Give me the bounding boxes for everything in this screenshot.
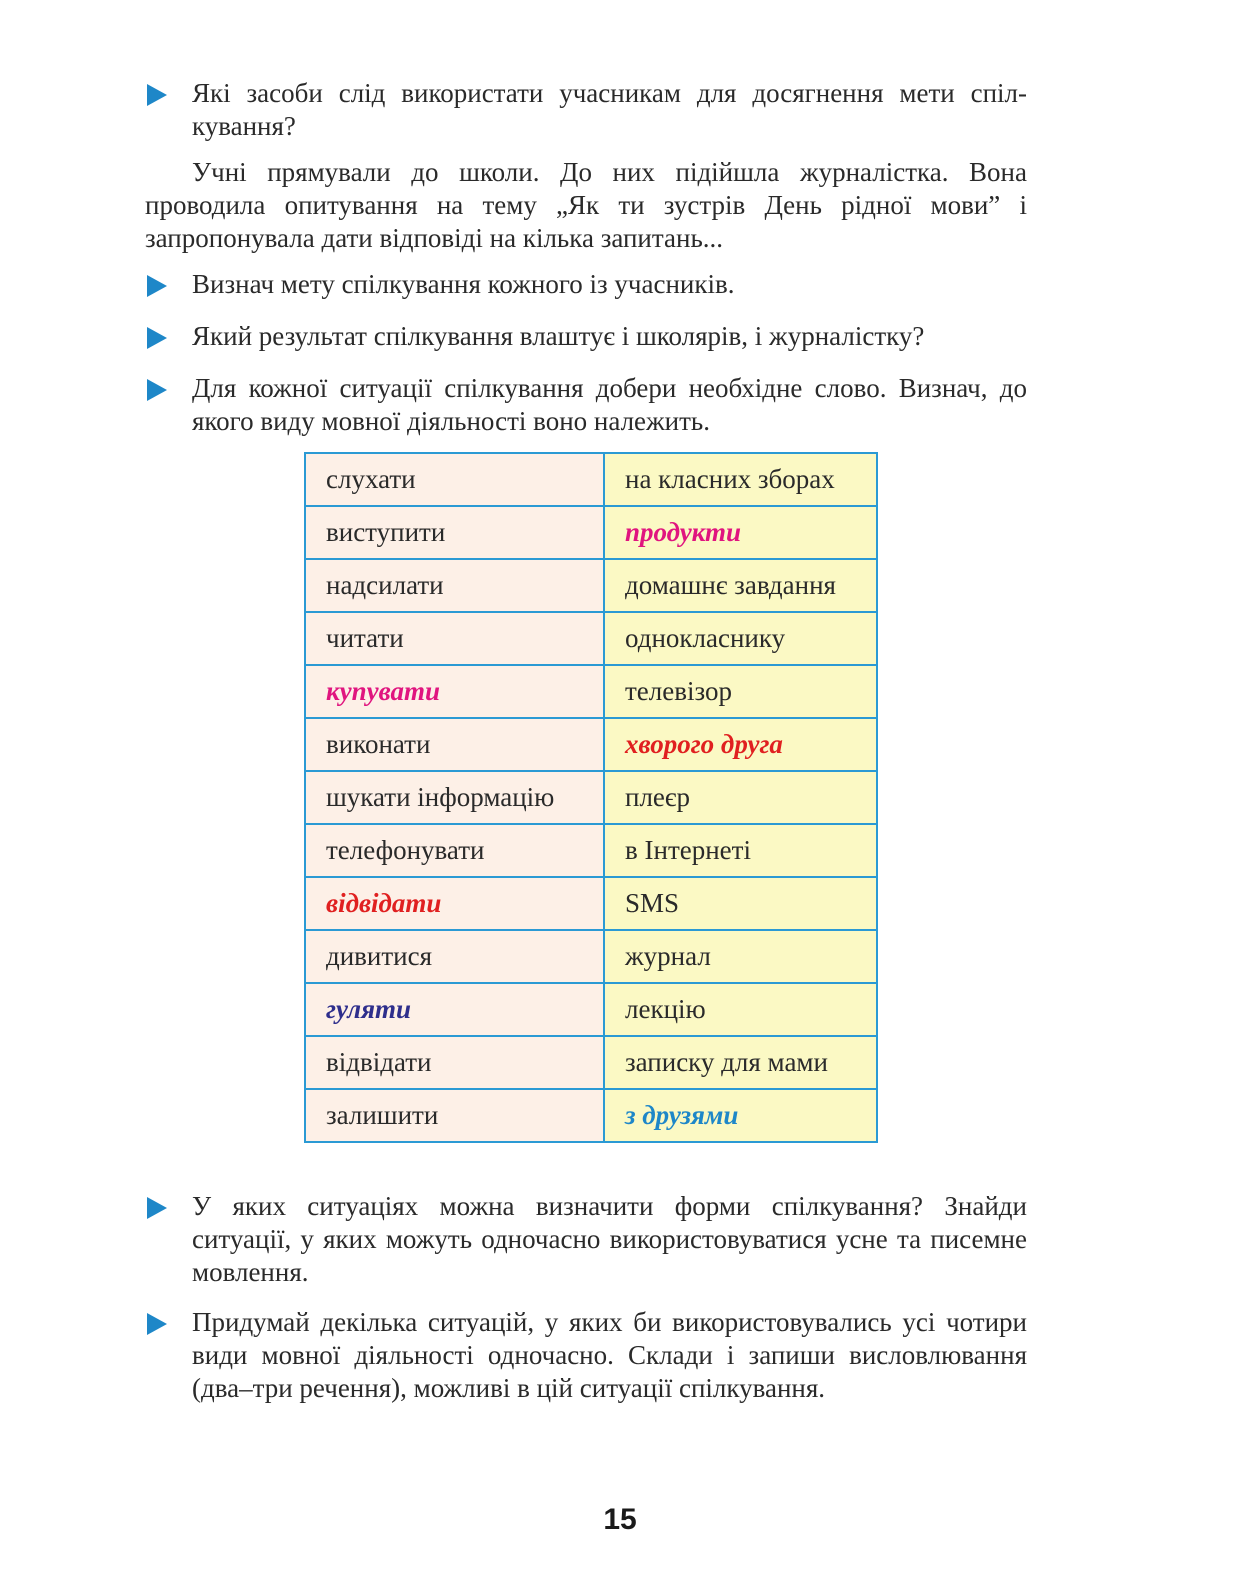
table-cell-verb: купувати: [305, 665, 604, 718]
table-cell-verb: читати: [305, 612, 604, 665]
question-6: [147, 1306, 1027, 1405]
table-cell-verb: шукати інформацію: [305, 771, 604, 824]
table-row: [305, 771, 877, 824]
table-row: [305, 824, 877, 877]
question-1: [147, 77, 1027, 143]
page-number: 15: [603, 1503, 637, 1536]
table-row: [305, 1036, 877, 1089]
table-row: [305, 983, 877, 1036]
table-cell-object: телевізор: [604, 665, 877, 718]
word-matching-table: [304, 452, 878, 1143]
table-cell-verb: залишити: [305, 1089, 604, 1142]
intro-paragraph: Учні прямували до школи. До них підійшла журналістка. Вона проводила опитування на тему „Як ти зустрів День рідної мови” і запропонувала дати відповіді на кілька запитань...: [145, 157, 1027, 253]
table-cell-verb: слухати: [305, 453, 604, 506]
table-cell-object: в Інтернеті: [604, 824, 877, 877]
triangle-bullet-icon: [147, 1197, 167, 1219]
table-cell-object: SMS: [604, 877, 877, 930]
table-cell-object: з друзями: [604, 1089, 877, 1142]
table-row: [305, 453, 877, 506]
table-cell-object: лекцію: [604, 983, 877, 1036]
table-cell-verb: виступити: [305, 506, 604, 559]
question-5-text: У яких ситуаціях можна визначити форми спілкування? Знайди ситуації, у яких можуть одночасно використовуватися усне та писемне мовлення.: [192, 1191, 1027, 1287]
table-row: [305, 1089, 877, 1142]
table-cell-verb: гуляти: [305, 983, 604, 1036]
question-3: [147, 320, 1027, 353]
table-row: [305, 559, 877, 612]
table-cell-object: записку для мами: [604, 1036, 877, 1089]
question-4-text: Для кожної ситуації спілкування добери необхідне слово. Визнач, до якого виду мовної діяльності воно належить.: [192, 373, 1027, 436]
triangle-bullet-icon: [147, 327, 167, 349]
table-cell-verb: виконати: [305, 718, 604, 771]
question-5: [147, 1190, 1027, 1289]
question-6-text: Придумай декілька ситуацій, у яких би використовувались усі чотири види мовної діяльності одночасно. Склади і запиши висловлювання (два–три речення), можливі в цій ситуації спілкування.: [192, 1307, 1027, 1403]
triangle-bullet-icon: [147, 1313, 167, 1335]
table-cell-object: продукти: [604, 506, 877, 559]
table-cell-object: журнал: [604, 930, 877, 983]
question-2-text: Визнач мету спілкування кожного із учасників.: [192, 269, 735, 299]
table-cell-object: однокласнику: [604, 612, 877, 665]
table-row: [305, 718, 877, 771]
table-cell-object: хворого друга: [604, 718, 877, 771]
table-row: [305, 665, 877, 718]
table-cell-verb: відвідати: [305, 877, 604, 930]
table-row: [305, 506, 877, 559]
question-3-text: Який результат спілкування влаштує і школярів, і журналістку?: [192, 321, 925, 351]
table-row: [305, 877, 877, 930]
table-cell-verb: телефонувати: [305, 824, 604, 877]
table-cell-object: домашнє завдання: [604, 559, 877, 612]
question-2: [147, 268, 1027, 301]
table-row: [305, 612, 877, 665]
table-row: [305, 930, 877, 983]
table-cell-object: плеєр: [604, 771, 877, 824]
table-cell-verb: надсилати: [305, 559, 604, 612]
table-cell-verb: відвідати: [305, 1036, 604, 1089]
table-cell-object: на класних зборах: [604, 453, 877, 506]
triangle-bullet-icon: [147, 84, 167, 106]
triangle-bullet-icon: [147, 275, 167, 297]
question-1-text: Які засоби слід використати учасникам для досягнення мети спіл-кування?: [192, 78, 1027, 141]
triangle-bullet-icon: [147, 379, 167, 401]
question-4: [147, 372, 1027, 438]
table-cell-verb: дивитися: [305, 930, 604, 983]
